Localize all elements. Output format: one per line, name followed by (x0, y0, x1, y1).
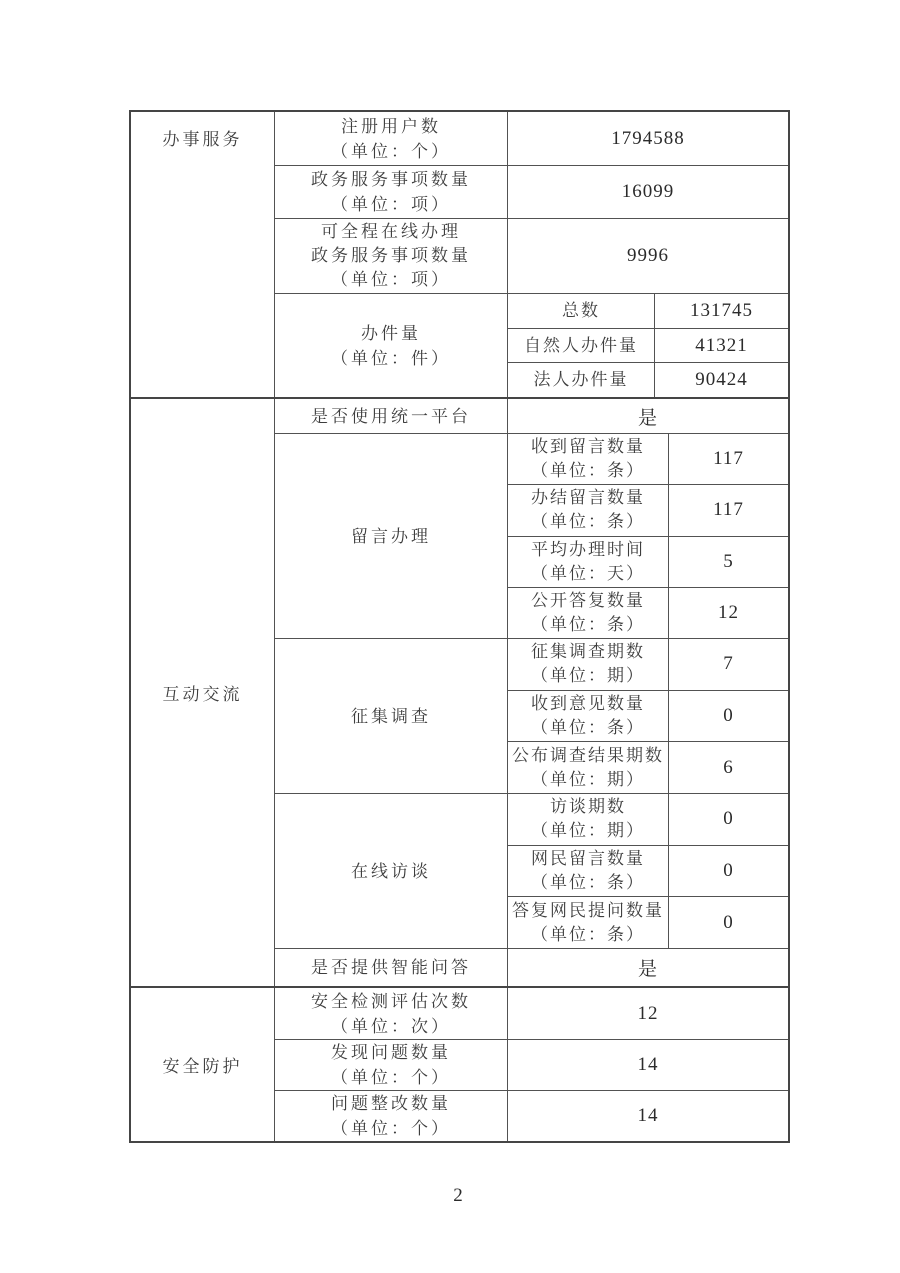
row-label-unit: （单位：件） (331, 348, 451, 368)
table-subrow (508, 362, 788, 397)
subrow-label-line: 法人办件量 (533, 370, 629, 390)
row-value: 是 (637, 407, 658, 429)
subrow-label (508, 329, 655, 363)
row-label-line: 政务服务事项数量 (311, 170, 471, 189)
subrow-label-unit: （单位：条） (531, 924, 645, 944)
subrow-label (508, 434, 669, 484)
table-row (275, 638, 788, 793)
table-row (275, 165, 788, 218)
row-label (275, 219, 508, 293)
group-label (131, 988, 275, 1141)
row-label (275, 112, 508, 165)
row-value: 14 (637, 1054, 659, 1075)
row-label (275, 166, 508, 218)
section-banshi-fuwu (131, 112, 788, 397)
subrow-label (508, 294, 655, 328)
subrow-label-unit: （单位：期） (531, 821, 645, 841)
subrow-label (508, 794, 669, 845)
row-label (275, 399, 508, 433)
sub-rows (508, 294, 788, 397)
row-label-line: 安全检测评估次数 (311, 991, 471, 1011)
subrow-label-line: 网民留言数量 (531, 849, 645, 868)
subrow-label-line: 访谈期数 (550, 797, 626, 817)
subrow-label-unit: （单位：条） (531, 512, 645, 532)
row-label (275, 988, 508, 1039)
group-label (131, 399, 275, 986)
page-number: 2 (453, 1185, 463, 1206)
row-label-unit: （单位：个） (331, 1119, 451, 1138)
row-value: 12 (637, 1002, 659, 1024)
table-subrow (508, 294, 788, 328)
row-label-line: 留言办理 (351, 526, 431, 546)
subrow-label (508, 537, 669, 587)
section-hudong-jiaoliu (131, 397, 788, 986)
group-label-text: 安全防护 (162, 1057, 243, 1076)
row-label-line: 问题整改数量 (331, 1094, 451, 1113)
table-subrow (508, 690, 788, 742)
subrow-label (508, 485, 669, 535)
table-row (275, 112, 788, 165)
subrow-label-unit: （单位：条） (531, 461, 645, 481)
table-subrow (508, 484, 788, 535)
table-subrow (508, 794, 788, 845)
subrow-label (508, 588, 669, 638)
row-label-unit: （单位：次） (331, 1016, 451, 1036)
subrow-label-line: 办结留言数量 (531, 488, 645, 508)
subrow-value: 12 (718, 601, 739, 623)
subrow-label (508, 639, 669, 690)
row-label-line: 注册用户数 (341, 116, 441, 136)
row-value: 16099 (621, 181, 675, 202)
subrow-label (508, 897, 669, 948)
subrow-label (508, 742, 669, 793)
table-row (275, 1090, 788, 1141)
subrow-label-unit: （单位：条） (531, 873, 645, 892)
table-row (275, 218, 788, 293)
row-label-line: 办件量 (361, 323, 421, 343)
row-label-line: 征集调查 (351, 706, 431, 726)
subrow-value: 5 (723, 550, 734, 572)
table-subrow (508, 896, 788, 948)
subrow-label-line: 收到意见数量 (531, 694, 645, 713)
subrow-label-line: 自然人办件量 (524, 335, 638, 355)
subrow-value: 117 (713, 448, 744, 470)
subrow-label-line: 总数 (562, 300, 600, 320)
subrow-value: 0 (723, 911, 734, 933)
subrow-label-unit: （单位：条） (531, 614, 645, 634)
sub-rows (508, 639, 788, 793)
section-rows (275, 988, 788, 1141)
subrow-label-line: 答复网民提问数量 (512, 900, 664, 920)
row-label (275, 434, 508, 638)
subrow-label-line: 征集调查期数 (531, 642, 645, 662)
subrow-label-unit: （单位：天） (531, 563, 645, 583)
table-subrow (508, 328, 788, 363)
subrow-value: 117 (713, 499, 744, 521)
table-subrow (508, 536, 788, 587)
row-value: 是 (637, 959, 658, 980)
subrow-value: 90424 (695, 369, 748, 391)
subrow-value: 0 (723, 705, 734, 726)
section-rows (275, 399, 788, 986)
row-label-line: 在线访谈 (351, 861, 431, 881)
subrow-value: 6 (723, 756, 734, 778)
subrow-value: 7 (723, 653, 734, 675)
subrow-label-unit: （单位：期） (531, 769, 645, 789)
table-subrow (508, 741, 788, 793)
section-anquan-fanghu (131, 986, 788, 1141)
row-label-unit: （单位：个） (331, 1068, 451, 1087)
table-row (275, 1039, 788, 1090)
group-label-text: 互动交流 (162, 685, 243, 704)
section-rows (275, 112, 788, 397)
sub-rows (508, 794, 788, 948)
statistics-table (129, 110, 790, 1143)
row-label (275, 639, 508, 793)
subrow-label-unit: （单位：期） (531, 666, 645, 686)
row-label-unit: （单位：个） (331, 141, 451, 161)
subrow-label-line: 平均办理时间 (531, 539, 645, 559)
table-subrow (508, 587, 788, 638)
subrow-label (508, 846, 669, 897)
row-label-line: 政务服务事项数量 (311, 246, 471, 265)
subrow-value: 0 (723, 808, 734, 830)
row-label (275, 1040, 508, 1090)
row-label-unit: （单位：项） (331, 270, 451, 289)
row-label-line: 发现问题数量 (331, 1043, 451, 1062)
subrow-label (508, 691, 669, 742)
table-subrow (508, 434, 788, 484)
table-row (275, 293, 788, 397)
row-label (275, 794, 508, 948)
subrow-label-line: 公开答复数量 (531, 590, 645, 610)
sub-rows (508, 434, 788, 638)
subrow-label-line: 公布调查结果期数 (512, 745, 664, 765)
subrow-value: 41321 (695, 334, 748, 356)
row-label (275, 1091, 508, 1141)
row-label-line: 可全程在线办理 (321, 222, 461, 241)
subrow-label-unit: （单位：条） (531, 718, 645, 737)
row-value: 9996 (627, 245, 669, 266)
subrow-value: 131745 (690, 299, 753, 321)
row-value: 1794588 (611, 127, 685, 149)
group-label (131, 112, 275, 397)
row-label-line: 是否提供智能问答 (311, 958, 471, 977)
row-value: 14 (637, 1105, 659, 1126)
table-row (275, 948, 788, 986)
table-subrow (508, 639, 788, 690)
row-label (275, 294, 508, 397)
row-label-unit: （单位：项） (331, 195, 451, 214)
group-label-text: 办事服务 (162, 130, 243, 149)
table-row (275, 793, 788, 948)
table-row (275, 433, 788, 638)
table-row (275, 988, 788, 1039)
subrow-label-line: 收到留言数量 (531, 437, 645, 457)
subrow-label (508, 363, 655, 397)
subrow-value: 0 (723, 860, 734, 881)
row-label-line: 是否使用统一平台 (311, 406, 471, 426)
table-subrow (508, 845, 788, 897)
row-label (275, 949, 508, 986)
table-row (275, 399, 788, 433)
